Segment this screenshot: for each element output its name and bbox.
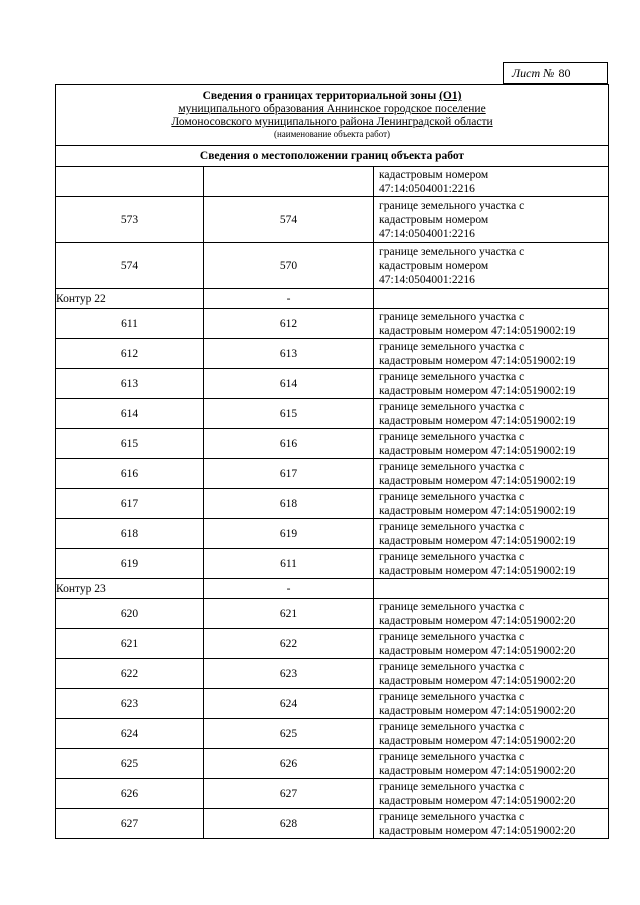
- point-from: [56, 167, 204, 197]
- point-to: [204, 167, 374, 197]
- boundary-description: [374, 579, 609, 599]
- table-row: [56, 599, 609, 629]
- boundary-description: границе земельного участка с кадастровым номером 47:14:0519002:19: [374, 339, 609, 369]
- table-row: [56, 689, 609, 719]
- point-to: 574: [204, 197, 374, 243]
- point-from: 627: [56, 809, 204, 839]
- table-row: [56, 429, 609, 459]
- point-from: 574: [56, 243, 204, 289]
- sheet-label: Лист №: [512, 66, 555, 80]
- boundary-description: границе земельного участка с кадастровым номером 47:14:0519002:20: [374, 809, 609, 839]
- point-from: 616: [56, 459, 204, 489]
- boundary-description: границе земельного участка с кадастровым номером 47:14:0519002:19: [374, 429, 609, 459]
- table-row: [56, 339, 609, 369]
- boundary-description: границе земельного участка с кадастровым номером 47:14:0519002:20: [374, 779, 609, 809]
- header-title-line: [56, 90, 608, 103]
- table-row: [56, 459, 609, 489]
- boundary-description: границе земельного участка с кадастровым номером 47:14:0519002:20: [374, 719, 609, 749]
- point-to: 614: [204, 369, 374, 399]
- point-from: 621: [56, 629, 204, 659]
- contour-label: Контур 23: [56, 579, 204, 599]
- boundary-description: границе земельного участка с кадастровым номером 47:14:0519002:20: [374, 749, 609, 779]
- contour-label: Контур 22: [56, 289, 204, 309]
- boundary-description: границе земельного участка с кадастровым номером 47:14:0519002:19: [374, 369, 609, 399]
- point-to: 623: [204, 659, 374, 689]
- point-to: 611: [204, 549, 374, 579]
- boundary-description: границе земельного участка с кадастровым номером 47:14:0519002:20: [374, 689, 609, 719]
- contour-row: [56, 579, 609, 599]
- boundary-description: границе земельного участка с кадастровым номером 47:14:0504001:2216: [374, 243, 609, 289]
- point-from: 625: [56, 749, 204, 779]
- table-row: [56, 197, 609, 243]
- table-row: [56, 809, 609, 839]
- point-from: 622: [56, 659, 204, 689]
- point-to: 625: [204, 719, 374, 749]
- table-row: [56, 629, 609, 659]
- boundary-description: кадастровым номером 47:14:0504001:2216: [374, 167, 609, 197]
- table-row: [56, 243, 609, 289]
- district-line: Ломоносовского муниципального района Ленинградской области: [171, 116, 493, 128]
- boundary-description: границе земельного участка с кадастровым номером 47:14:0519002:20: [374, 599, 609, 629]
- table-row: [56, 489, 609, 519]
- point-to: 618: [204, 489, 374, 519]
- table-row: [56, 399, 609, 429]
- header-row: [56, 85, 609, 146]
- point-to: 627: [204, 779, 374, 809]
- point-from: 623: [56, 689, 204, 719]
- contour-row: [56, 289, 609, 309]
- point-to: 616: [204, 429, 374, 459]
- table-row: [56, 659, 609, 689]
- point-to: 615: [204, 399, 374, 429]
- table-row: [56, 167, 609, 197]
- boundary-description: границе земельного участка с кадастровым номером 47:14:0519002:19: [374, 549, 609, 579]
- boundary-description: границе земельного участка с кадастровым номером 47:14:0519002:19: [374, 459, 609, 489]
- point-from: 618: [56, 519, 204, 549]
- point-from: 613: [56, 369, 204, 399]
- point-from: 573: [56, 197, 204, 243]
- table-subtitle: Сведения о местоположении границ объекта работ: [56, 146, 609, 167]
- table-row: [56, 779, 609, 809]
- point-to: 619: [204, 519, 374, 549]
- table-row: [56, 749, 609, 779]
- boundary-description: границе земельного участка с кадастровым номером 47:14:0519002:19: [374, 399, 609, 429]
- boundary-description: границе земельного участка с кадастровым номером 47:14:0519002:20: [374, 629, 609, 659]
- point-to: -: [204, 579, 374, 599]
- point-to: 626: [204, 749, 374, 779]
- point-from: 617: [56, 489, 204, 519]
- document-header: [56, 85, 609, 146]
- header-title: Сведения о границах территориальной зоны: [202, 90, 437, 102]
- boundary-description: границе земельного участка с кадастровым номером 47:14:0519002:20: [374, 659, 609, 689]
- point-to: -: [204, 289, 374, 309]
- point-from: 626: [56, 779, 204, 809]
- table-row: [56, 309, 609, 339]
- point-to: 570: [204, 243, 374, 289]
- subheader-row: [56, 146, 609, 167]
- point-from: 619: [56, 549, 204, 579]
- boundary-description: границе земельного участка с кадастровым номером 47:14:0504001:2216: [374, 197, 609, 243]
- zone-code: (О1): [439, 90, 462, 102]
- boundary-description: границе земельного участка с кадастровым номером 47:14:0519002:19: [374, 519, 609, 549]
- point-to: 612: [204, 309, 374, 339]
- table-row: [56, 549, 609, 579]
- table-row: [56, 369, 609, 399]
- boundary-description: границе земельного участка с кадастровым номером 47:14:0519002:19: [374, 489, 609, 519]
- point-to: 617: [204, 459, 374, 489]
- table-row: [56, 519, 609, 549]
- point-to: 613: [204, 339, 374, 369]
- table-row: [56, 719, 609, 749]
- point-to: 624: [204, 689, 374, 719]
- point-from: 620: [56, 599, 204, 629]
- object-caption: (наименование объекта работ): [273, 129, 391, 139]
- point-from: 614: [56, 399, 204, 429]
- municipality-line: муниципального образования Аннинское городское поселение: [178, 103, 486, 115]
- point-from: 612: [56, 339, 204, 369]
- boundary-description: [374, 289, 609, 309]
- point-to: 622: [204, 629, 374, 659]
- boundary-table: [55, 84, 609, 839]
- point-from: 611: [56, 309, 204, 339]
- boundary-table-body: [56, 85, 609, 839]
- boundary-description: границе земельного участка с кадастровым номером 47:14:0519002:19: [374, 309, 609, 339]
- point-from: 624: [56, 719, 204, 749]
- point-from: 615: [56, 429, 204, 459]
- point-to: 628: [204, 809, 374, 839]
- sheet-number: 80: [558, 66, 571, 80]
- sheet-number-box: [503, 62, 608, 84]
- point-to: 621: [204, 599, 374, 629]
